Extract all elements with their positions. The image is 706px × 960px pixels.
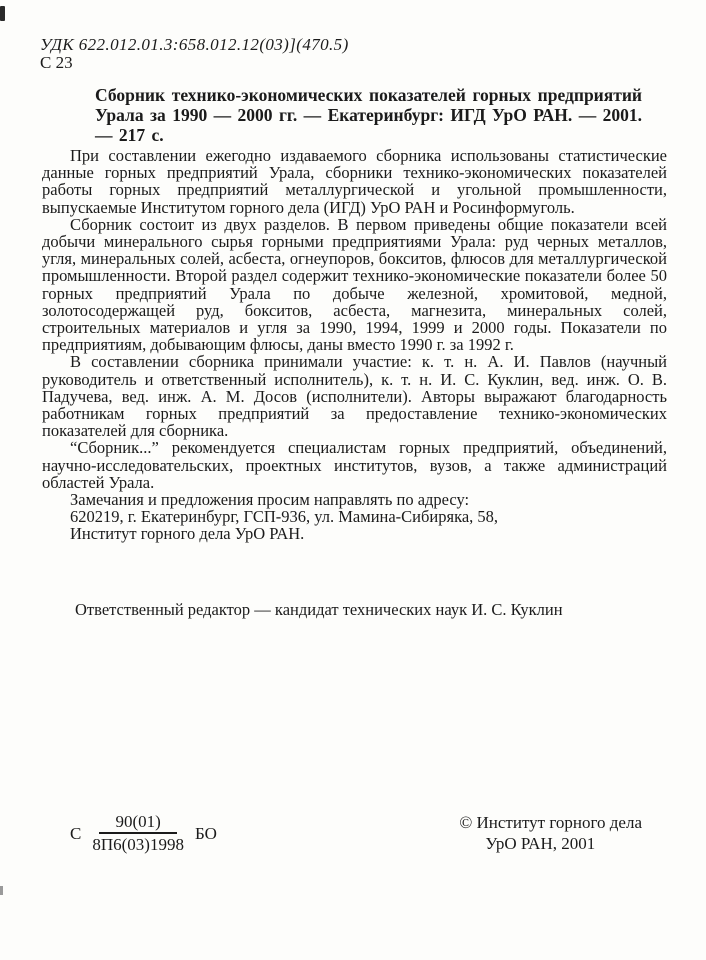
paragraph-sources: При составлении ежегодно издаваемого сборника использованы статистические данные горных предприятий Урала, сборники технико-экономических показателей работы горных предприятий металлургической и угольной промышленности, выпускаемые Институтом горного дела (ИГД) УрО РАН и Росинформуголь. [42,146,667,217]
copyright-notice [459,812,642,854]
copyright-year: УрО РАН, 2001 [485,834,596,853]
address-street: 620219, г. Екатеринбург, ГСП-936, ул. Мамина-Сибиряка, 58, [70,507,499,527]
catalog-code-numerator: 90(01) [99,812,176,834]
address-institute: Институт горного дела УрО РАН. [70,524,305,544]
paragraph-contents: Сборник состоит из двух разделов. В первом приведены общие показатели всей добычи минерального сырья горными предприятиями Урала: руд черных металлов, угля, минеральных солей, асбеста, огнеупоров, бокситов, флюсов для металлургической промышленности. Второй раздел содержит технико-экономические показатели более 50 горных предприятий Урала по добыче железной, хромитовой, медной, золотосодержащей руд, бокситов, асбеста, магнезита, минеральных солей, строительных материалов и угля за 1990, 1994, 1999 и 2000 годы. Показатели по предприятиям, добывающим флюсы, даны вместо 1990 г. за 1992 г. [42,214,667,355]
scan-artifact [0,6,5,21]
catalog-code-denominator: 8П6(03)1998 [92,835,184,854]
paragraph-contributors: В составлении сборника принимали участие: к. т. н. А. И. Павлов (научный руководитель и ответственный исполнитель), к. т. н. И. С. Куклин, вед. инж. О. В. Падучева, вед. инж. А. М. Досов (исполнители). Авторы выражают благодарность работникам горных предприятий за предоставление технико-экономических показателей для сборника. [42,352,667,441]
bibliographic-entry: Сборник технико-экономических показателей горных предприятий Урала за 1990 — 2000 гг. — Екатеринбург: ИГД УрО РАН. — 2001. — 217 с. [95,85,642,145]
imprint-footer [0,812,706,854]
catalog-code [70,812,217,854]
catalog-code-suffix: БО [194,823,217,843]
annotation-text [42,147,667,543]
responsible-editor-line: Ответственный редактор — кандидат технических наук И. С. Куклин [75,599,563,619]
catalog-code-fraction [92,812,184,854]
catalog-code-prefix: С [70,823,82,843]
udk-number: УДК 622.012.01.3:658.012.12(03)](470.5) [40,35,349,54]
copyright-holder: © Институт горного дела [459,813,642,832]
scan-artifact [0,886,3,895]
library-classification-code: С 23 [40,53,73,72]
feedback-address-block [42,491,667,543]
address-intro: Замечания и предложения просим направлять по адресу: [70,490,470,510]
paragraph-audience: “Сборник...” рекомендуется специалистам горных предприятий, объединений, научно-исследовательских, проектных институтов, вузов, а также администраций областей Урала. [42,438,667,492]
